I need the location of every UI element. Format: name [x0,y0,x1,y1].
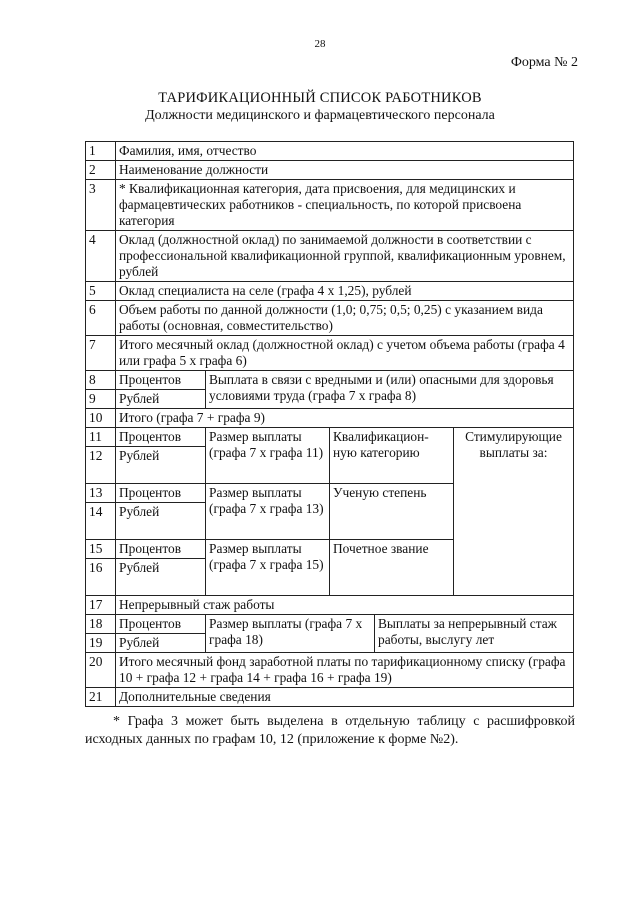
table-row [86,231,574,282]
table-row [86,282,574,301]
table-row [86,653,574,688]
footnote-text: * Графа 3 может быть выделена в отдельную таблицу с расшифровкой исходных данных по графам 10, 12 (приложение к форме №2). [85,714,575,747]
payment-size-label: Размер выплаты (графа 7 х графа 18) [206,615,375,653]
table-row [86,596,574,615]
page-number: 28 [314,38,326,50]
table-row [86,428,574,447]
table-row [86,180,574,231]
percent-label: Процентов [116,615,206,634]
form-label: Форма № 2 [510,55,578,70]
academic-degree-label: Ученую степень [330,484,454,540]
table-row [86,688,574,707]
table-row [86,409,574,428]
rubles-label: Рублей [116,559,206,596]
row-text: Итого (графа 7 + графа 9) [116,409,574,428]
row-number: 15 [86,540,116,559]
row-number: 11 [86,428,116,447]
row-number: 17 [86,596,116,615]
row-number: 3 [86,180,116,231]
rubles-label: Рублей [116,503,206,540]
row-number: 9 [86,390,116,409]
incentive-payments-label: Стимулирующие выплаты за: [454,428,574,596]
row-number: 13 [86,484,116,503]
rubles-label: Рублей [116,634,206,653]
row-text: Фамилия, имя, отчество [116,142,574,161]
honorary-title-label: Почетное звание [330,540,454,596]
row-number: 18 [86,615,116,634]
row-text: Объем работы по данной должности (1,0; 0,75; 0,5; 0,25) с указанием вида работы (основная, совместительство) [116,301,574,336]
row-text: * Квалификационная категория, дата присвоения, для медицинских и фармацевтических работников - специальность, по которой присвоена категория [116,180,574,231]
percent-label: Процентов [116,540,206,559]
row-text: Итого месячный фонд заработной платы по тарификационному списку (графа 10 + графа 12 + графа 14 + графа 16 + графа 19) [116,653,574,688]
payment-size-label: Размер выплаты (графа 7 х графа 15) [206,540,330,596]
document-subtitle: Должности медицинского и фармацевтического персонала [145,108,495,123]
table-row [86,371,574,390]
table-row [86,142,574,161]
row-number: 19 [86,634,116,653]
row-text: Оклад (должностной оклад) по занимаемой должности в соответствии с профессиональной квалификационной группой, квалификационным уровнем, рублей [116,231,574,282]
row-text: Дополнительные сведения [116,688,574,707]
payment-size-label: Размер выплаты (графа 7 х графа 11) [206,428,330,484]
table-row [86,615,574,634]
row-number: 16 [86,559,116,596]
row-text: Непрерывный стаж работы [116,596,574,615]
row-number: 20 [86,653,116,688]
row-number: 4 [86,231,116,282]
row-number: 7 [86,336,116,371]
percent-label: Процентов [116,428,206,447]
table-row [86,161,574,180]
row-number: 8 [86,371,116,390]
rubles-label: Рублей [116,447,206,484]
table-row [86,301,574,336]
row-number: 2 [86,161,116,180]
row-text: Оклад специалиста на селе (графа 4 х 1,25), рублей [116,282,574,301]
row-number: 5 [86,282,116,301]
row-number: 6 [86,301,116,336]
row-number: 21 [86,688,116,707]
document-title: ТАРИФИКАЦИОННЫЙ СПИСОК РАБОТНИКОВ [158,90,482,106]
row-number: 12 [86,447,116,484]
row-text: Итого месячный оклад (должностной оклад) с учетом объема работы (графа 4 или графа 5 х графа 6) [116,336,574,371]
hazard-payment-label: Выплата в связи с вредными и (или) опасными для здоровья условиями труда (графа 7 х графа 8) [206,371,574,409]
qualification-label: Квалификацион-ную категорию [330,428,454,484]
tariff-table [85,141,574,707]
percent-label: Процентов [116,371,206,390]
payment-size-label: Размер выплаты (графа 7 х графа 13) [206,484,330,540]
percent-label: Процентов [116,484,206,503]
row-number: 14 [86,503,116,540]
footnote [85,713,575,749]
row-number: 10 [86,409,116,428]
rubles-label: Рублей [116,390,206,409]
row-text: Наименование должности [116,161,574,180]
seniority-payment-label: Выплаты за непрерывный стаж работы, выслугу лет [375,615,574,653]
row-number: 1 [86,142,116,161]
table-row [86,336,574,371]
